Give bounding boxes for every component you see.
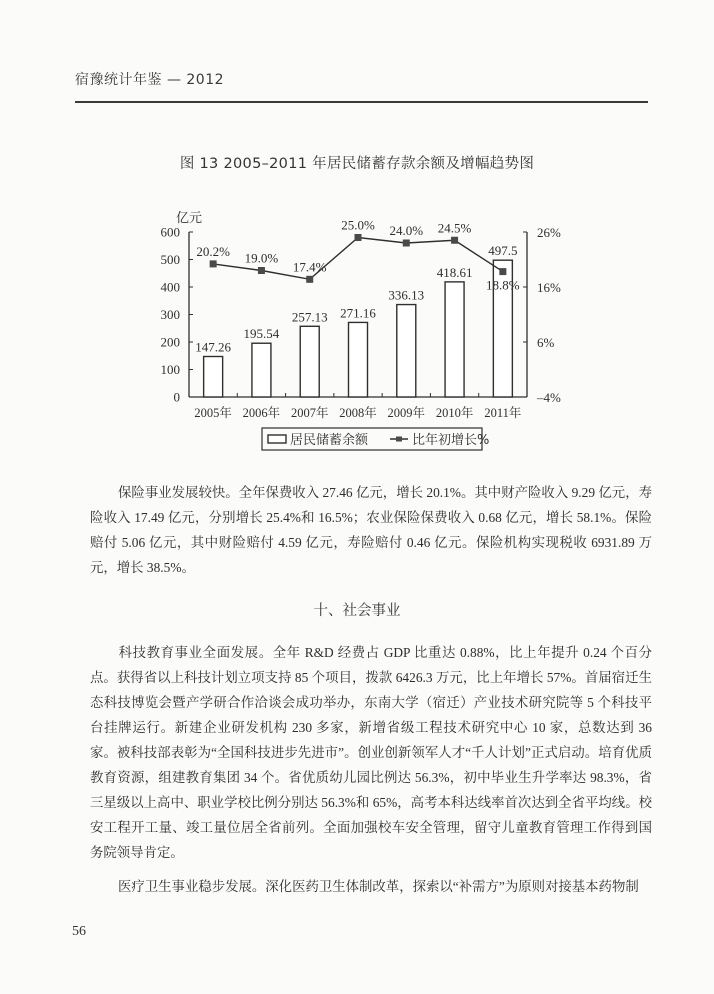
paragraph-text: 科技教育事业全面发展。全年 R&D 经费占 GDP 比重达 0.88%，比上年提升 0.24 个百分点。获得省以上科技计划立项支持 85 个项目，拨款 6426.3 万元，比上年增长 57%。首届宿迁生态科技博览会暨产学研合作洽谈会成功举办，东南大学（宿迁）产业技术研究院等 5 个科技平台挂牌运行。新建企业研发机构 230 多家，新增省级工程技术研究中心 10 家，总数达到 36 家。被科技部表彰为“全国科技进步先进市”。创业创新领军人才“千人计划”正式启动。培育优质教育资源，组建教育集团 34 个。省优质幼儿园比例达 56.3%，初中毕业生升学率达 98.3%，省三星级以上高中、职业学校比例分别达 56.3%和 65%，高考本科达线率首次达到全省平均线。校安工程开工量、竣工量位居全省前列。全面加强校车安全管理，留守儿童教育管理工作得到国务院领导肯定。 bbox=[90, 645, 652, 860]
line-data-label: 25.0% bbox=[341, 217, 375, 233]
left-tick-label: 400 bbox=[160, 279, 180, 295]
line-data-label: 24.5% bbox=[437, 220, 472, 236]
line-data-label: 17.4% bbox=[292, 259, 327, 275]
section-heading: 十、社会事业 bbox=[313, 603, 401, 619]
bar bbox=[252, 343, 271, 397]
left-tick-label: 600 bbox=[160, 224, 180, 240]
x-tick-label: 2006年 bbox=[242, 406, 281, 420]
x-tick-label: 2010年 bbox=[435, 406, 474, 420]
paragraph-healthcare bbox=[90, 874, 652, 899]
x-tick-label: 2011年 bbox=[484, 406, 522, 420]
left-axis-unit: 亿元 bbox=[176, 210, 203, 225]
paragraph-science-education bbox=[90, 640, 652, 865]
paragraph-text: 保险事业发展较快。全年保费收入 27.46 亿元，增长 20.1%。其中财产险收入 9.29 亿元，寿险收入 17.49 亿元，分别增长 25.4%和 16.5%；农业保险保费收入 0.68 亿元，增长 58.1%。保险赔付 5.06 亿元，其中财险赔付 4.59 亿元，寿险赔付 0.46 亿元。保险机构实现税收 6931.89 万元，增长 38.5%。 bbox=[90, 485, 652, 575]
x-tick-label: 2007年 bbox=[290, 406, 329, 420]
paragraph-text: 医疗卫生事业稳步发展。深化医药卫生体制改革，探索以“补需方”为原则对接基本药物制 bbox=[118, 879, 639, 894]
x-tick-label: 2008年 bbox=[339, 406, 377, 420]
legend-line-label: 比年初增长% bbox=[412, 433, 490, 448]
right-tick-label: –4% bbox=[537, 390, 561, 405]
line-data-label: 24.0% bbox=[389, 223, 424, 238]
x-tick-label: 2009年 bbox=[387, 406, 426, 420]
line-marker bbox=[306, 276, 313, 283]
bar-data-label: 497.5 bbox=[488, 243, 518, 259]
bar bbox=[397, 305, 416, 397]
bar-data-label: 147.26 bbox=[195, 339, 232, 355]
page-number: 56 bbox=[72, 924, 86, 939]
line-marker bbox=[451, 237, 458, 244]
line-marker bbox=[403, 240, 410, 247]
chart-title: 图 13 2005–2011 年居民储蓄存款余额及增幅趋势图 bbox=[179, 156, 535, 172]
x-tick-label: 2005年 bbox=[194, 406, 232, 420]
left-tick-label: 300 bbox=[160, 307, 180, 322]
chart bbox=[0, 0, 714, 470]
bar-data-label: 418.61 bbox=[436, 264, 473, 280]
line-marker bbox=[499, 268, 506, 275]
line-marker bbox=[258, 267, 265, 274]
bar bbox=[349, 322, 368, 397]
line-data-label: 18.8% bbox=[486, 277, 520, 293]
bar-data-label: 336.13 bbox=[388, 287, 425, 303]
line-data-label: 20.2% bbox=[196, 243, 230, 259]
right-tick-label: 16% bbox=[537, 280, 561, 295]
paragraph-insurance bbox=[90, 480, 652, 580]
bar bbox=[300, 326, 319, 397]
right-tick-label: 26% bbox=[537, 225, 561, 240]
legend-bar-swatch bbox=[268, 435, 286, 443]
line-data-label: 19.0% bbox=[244, 250, 279, 266]
bar-data-label: 257.13 bbox=[291, 309, 328, 325]
legend-line-marker bbox=[396, 437, 402, 442]
left-tick-label: 100 bbox=[160, 362, 180, 377]
running-header: 宿豫统计年鉴 — 2012 bbox=[75, 72, 225, 88]
bar bbox=[204, 357, 223, 397]
line-marker bbox=[355, 234, 362, 241]
bar bbox=[445, 282, 464, 397]
line-marker bbox=[210, 260, 217, 267]
right-tick-label: 6% bbox=[537, 335, 555, 350]
bar-data-label: 271.16 bbox=[340, 305, 376, 321]
left-tick-label: 200 bbox=[160, 334, 180, 350]
left-tick-label: 0 bbox=[173, 389, 180, 405]
left-tick-label: 500 bbox=[160, 252, 180, 267]
legend-bar-label: 居民储蓄余额 bbox=[290, 433, 369, 448]
bar-data-label: 195.54 bbox=[243, 326, 280, 342]
